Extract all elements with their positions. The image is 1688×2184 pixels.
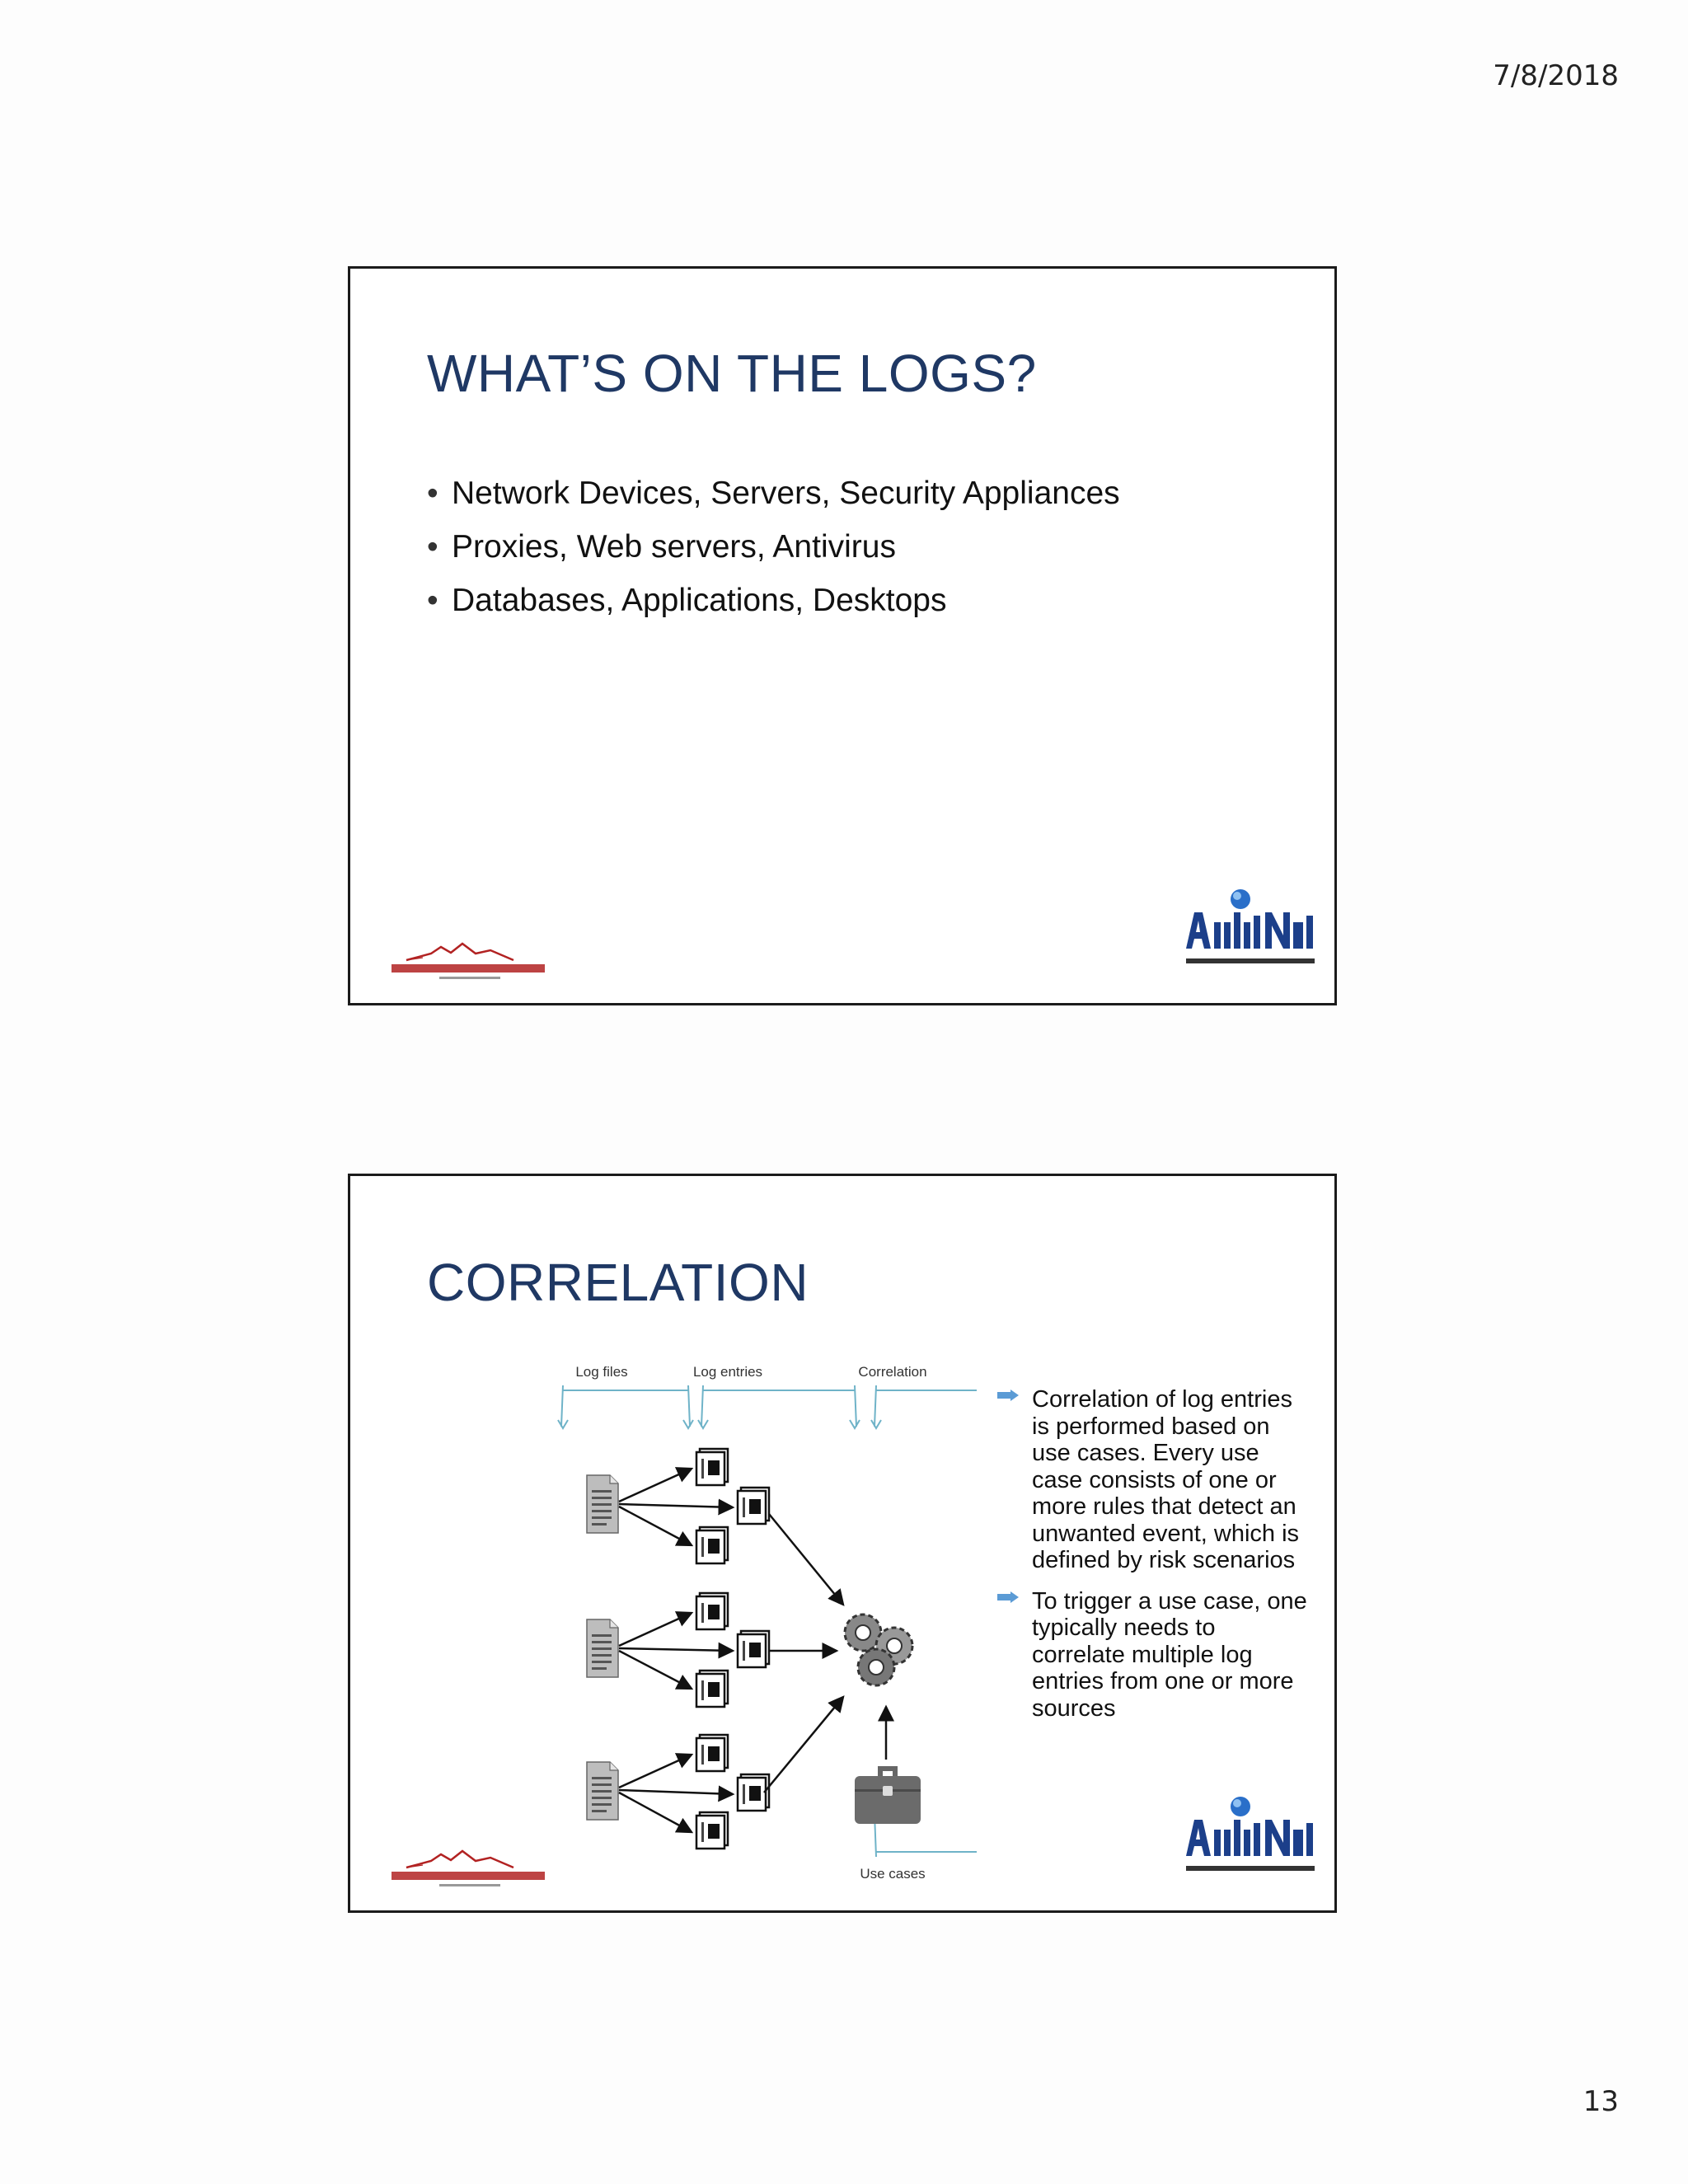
- auditnet-logo: [1176, 888, 1325, 978]
- slide-whats-on-the-logs: [348, 266, 1337, 1005]
- label-log-files: Log files: [575, 1364, 628, 1380]
- log-entry-icon: [696, 1735, 728, 1771]
- bullet-item: [427, 520, 1120, 574]
- bullet-item: [427, 466, 1120, 520]
- log-entry-icon: [696, 1527, 728, 1563]
- arrow-bullet-icon: [997, 1591, 1019, 1603]
- log-entry-icon: [738, 1631, 769, 1667]
- bullet-item: [427, 574, 1120, 627]
- label-use-cases: Use cases: [860, 1866, 926, 1882]
- log-entry-icon: [738, 1488, 769, 1524]
- correlation-bullet-list: [1032, 1386, 1312, 1736]
- log-entry-icon: [696, 1449, 728, 1485]
- log-entry-icon: [696, 1593, 728, 1629]
- rca-logo: [390, 1846, 546, 1896]
- bracket-log-files: [558, 1385, 693, 1428]
- bullet-text: Databases, Applications, Desktops: [452, 583, 947, 618]
- bullet-text: Correlation of log entries is performed based on use cases. Every use case consists of one or more rules that detect an unwanted event, which is defined by risk scenarios: [1032, 1386, 1300, 1573]
- slide-correlation: [348, 1174, 1337, 1913]
- slide-title: WHAT’S ON THE LOGS?: [427, 344, 1037, 403]
- page-number: 13: [1582, 2085, 1619, 2118]
- arrow-bullet-icon: [997, 1390, 1019, 1401]
- page-date: 7/8/2018: [1493, 59, 1619, 92]
- bracket-correlation: [871, 1385, 977, 1428]
- bullet-list: [427, 466, 1120, 627]
- log-file-icon: [587, 1762, 618, 1820]
- bullet-dot: •: [427, 583, 438, 618]
- auditnet-logo: [1176, 1795, 1325, 1886]
- bracket-log-entries: [698, 1385, 860, 1428]
- label-correlation: Correlation: [858, 1364, 927, 1380]
- log-file-icon: [587, 1475, 618, 1533]
- bullet-item: [1032, 1588, 1312, 1722]
- log-entry-icon: [696, 1812, 728, 1849]
- label-log-entries: Log entries: [692, 1364, 763, 1380]
- log-entry-icon: [696, 1671, 728, 1707]
- log-file-icon: [587, 1619, 618, 1677]
- bullet-text: To trigger a use case, one typically needs to correlate multiple log entries from one or more sources: [1032, 1587, 1307, 1722]
- briefcase-icon: [855, 1766, 921, 1824]
- slide-title: CORRELATION: [427, 1253, 809, 1312]
- gears-icon: [845, 1615, 912, 1685]
- bullet-dot: •: [427, 529, 438, 565]
- correlation-diagram: [556, 1357, 977, 1901]
- bullet-text: Network Devices, Servers, Security Appliances: [452, 476, 1120, 511]
- bullet-dot: •: [427, 476, 438, 511]
- bullet-text: Proxies, Web servers, Antivirus: [452, 529, 896, 565]
- bullet-item: [1032, 1386, 1312, 1574]
- rca-logo: [390, 939, 546, 988]
